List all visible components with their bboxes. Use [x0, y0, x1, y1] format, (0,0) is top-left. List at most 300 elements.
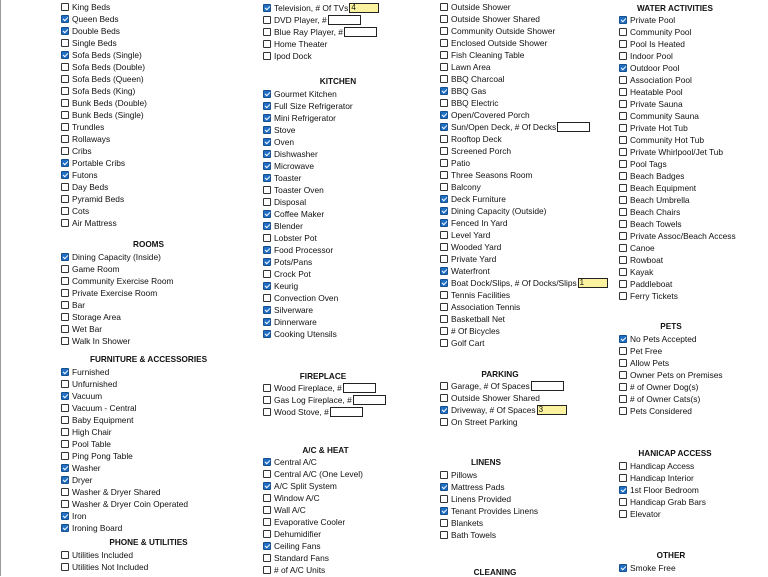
option-label: Pool Tags — [630, 159, 667, 169]
checkbox[interactable] — [61, 392, 69, 400]
checkbox[interactable] — [440, 243, 448, 251]
checkbox[interactable] — [61, 301, 69, 309]
furniture-option-1 — [61, 378, 117, 390]
checkbox[interactable] — [619, 244, 627, 252]
checkbox[interactable] — [440, 382, 448, 390]
checkbox[interactable] — [619, 474, 627, 482]
ac-option-7 — [263, 540, 321, 552]
option-label: Garage, # Of Spaces — [451, 381, 530, 391]
checkbox[interactable] — [619, 292, 627, 300]
checkbox[interactable] — [61, 123, 69, 131]
checkbox[interactable] — [263, 518, 271, 526]
checkbox[interactable] — [619, 268, 627, 276]
checkbox[interactable] — [61, 195, 69, 203]
checkbox[interactable] — [263, 408, 271, 416]
checkbox[interactable] — [440, 483, 448, 491]
option-label: Food Processor — [274, 245, 334, 255]
ac-option-3 — [263, 492, 320, 504]
checkbox[interactable] — [619, 64, 627, 72]
room-option-0 — [61, 251, 161, 263]
checkbox[interactable] — [61, 27, 69, 35]
checkbox[interactable] — [440, 195, 448, 203]
bed-option-16 — [61, 193, 124, 205]
option-label: Beach Badges — [630, 171, 685, 181]
option-label: Toaster — [274, 173, 302, 183]
count-input[interactable] — [344, 27, 377, 37]
checkbox[interactable] — [263, 396, 271, 404]
handicap-option-0 — [619, 460, 694, 472]
checkbox[interactable] — [61, 551, 69, 559]
section-title-other: OTHER — [656, 551, 686, 560]
checkbox[interactable] — [61, 500, 69, 508]
option-label: Oven — [274, 137, 295, 147]
checkbox[interactable] — [263, 40, 271, 48]
checkbox[interactable] — [263, 234, 271, 242]
checkbox[interactable] — [263, 566, 271, 574]
checkbox[interactable] — [619, 148, 627, 156]
option-label: Indoor Pool — [630, 51, 673, 61]
option-label: Cooking Utensils — [274, 329, 337, 339]
furniture-option-6 — [61, 438, 111, 450]
checkbox[interactable] — [61, 524, 69, 532]
section-title-pets: PETS — [660, 322, 682, 331]
checkbox[interactable] — [440, 531, 448, 539]
count-input[interactable] — [330, 407, 363, 417]
checkbox[interactable] — [440, 135, 448, 143]
checkbox[interactable] — [440, 291, 448, 299]
option-label: Dining Capacity (Outside) — [451, 206, 547, 216]
checkbox[interactable] — [440, 183, 448, 191]
water-option-10 — [619, 134, 704, 146]
utility-option-0 — [61, 549, 133, 561]
option-label: Ferry Tickets — [630, 291, 678, 301]
checkbox[interactable] — [619, 335, 627, 343]
checkbox[interactable] — [619, 76, 627, 84]
option-label: A/C Split System — [274, 481, 337, 491]
checkbox[interactable] — [440, 418, 448, 426]
checkbox[interactable] — [440, 51, 448, 59]
checkbox[interactable] — [263, 542, 271, 550]
checkbox[interactable] — [263, 210, 271, 218]
checkbox[interactable] — [263, 554, 271, 562]
checkbox[interactable] — [61, 147, 69, 155]
bed-option-3 — [61, 37, 117, 49]
checkbox[interactable] — [263, 246, 271, 254]
option-label: King Beds — [72, 2, 111, 12]
checkbox[interactable] — [263, 294, 271, 302]
count-input[interactable] — [328, 15, 361, 25]
furniture-option-5 — [61, 426, 112, 438]
furniture-option-4 — [61, 414, 133, 426]
option-label: Rollaways — [72, 134, 111, 144]
bed-option-5 — [61, 61, 145, 73]
checkbox[interactable] — [440, 495, 448, 503]
checkbox[interactable] — [440, 3, 448, 11]
outdoor-option-16 — [440, 193, 506, 205]
checkbox[interactable] — [263, 530, 271, 538]
option-label: Baby Equipment — [72, 415, 134, 425]
checkbox[interactable] — [263, 4, 271, 12]
checkbox[interactable] — [263, 162, 271, 170]
checkbox[interactable] — [619, 184, 627, 192]
checkbox[interactable] — [440, 15, 448, 23]
checkbox[interactable] — [619, 232, 627, 240]
checkbox[interactable] — [619, 359, 627, 367]
checkbox[interactable] — [263, 384, 271, 392]
option-label: BBQ Electric — [451, 98, 499, 108]
furniture-option-9 — [61, 474, 92, 486]
checkbox[interactable] — [61, 277, 69, 285]
kitchen-option-6 — [263, 160, 314, 172]
checkbox[interactable] — [61, 39, 69, 47]
checkbox[interactable] — [61, 325, 69, 333]
checkbox[interactable] — [263, 126, 271, 134]
kitchen-option-4 — [263, 136, 294, 148]
kitchen-option-2 — [263, 112, 336, 124]
option-label: Sun/Open Deck, # Of Decks — [451, 122, 557, 132]
fireplace-option-2 — [263, 406, 363, 418]
count-input[interactable]: 1 — [578, 278, 608, 288]
option-label: Beach Towels — [630, 219, 682, 229]
option-label: Queen Beds — [72, 14, 119, 24]
option-label: Evaporative Cooler — [274, 517, 346, 527]
ac-option-8 — [263, 552, 329, 564]
checkbox[interactable] — [61, 380, 69, 388]
count-input[interactable] — [557, 122, 590, 132]
checkbox[interactable] — [61, 404, 69, 412]
checkbox[interactable] — [440, 147, 448, 155]
option-label: Outside Shower Shared — [451, 393, 540, 403]
checkbox[interactable] — [440, 406, 448, 414]
checkbox[interactable] — [263, 28, 271, 36]
checkbox[interactable] — [619, 280, 627, 288]
pets-option-5 — [619, 393, 700, 405]
option-label: Patio — [451, 158, 471, 168]
checkbox[interactable] — [440, 339, 448, 347]
option-label: Portable Cribs — [72, 158, 126, 168]
bed-option-11 — [61, 133, 110, 145]
water-option-18 — [619, 230, 736, 242]
ac-option-5 — [263, 516, 345, 528]
outdoor-option-6 — [440, 73, 505, 85]
room-option-2 — [61, 275, 173, 287]
checkbox[interactable] — [61, 3, 69, 11]
option-label: Ironing Board — [72, 523, 123, 533]
checkbox[interactable] — [263, 52, 271, 60]
bed-option-10 — [61, 121, 104, 133]
checkbox[interactable] — [619, 136, 627, 144]
option-label: Association Tennis — [451, 302, 521, 312]
kitchen-option-10 — [263, 208, 324, 220]
count-input[interactable] — [343, 383, 376, 393]
option-label: Bath Towels — [451, 530, 497, 540]
water-option-9 — [619, 122, 688, 134]
option-label: Owner Pets on Premises — [630, 370, 723, 380]
outdoor-option-7 — [440, 85, 486, 97]
furniture-option-3 — [61, 402, 137, 414]
checkbox[interactable] — [263, 102, 271, 110]
checkbox[interactable] — [61, 171, 69, 179]
checkbox[interactable] — [61, 15, 69, 23]
checkbox[interactable] — [61, 337, 69, 345]
checkbox[interactable] — [61, 313, 69, 321]
count-input[interactable]: 3 — [537, 405, 567, 415]
water-option-19 — [619, 242, 655, 254]
checkbox[interactable] — [619, 498, 627, 506]
checkbox[interactable] — [61, 476, 69, 484]
checkbox[interactable] — [440, 171, 448, 179]
water-option-0 — [619, 14, 675, 26]
option-label: Boat Dock/Slips, # Of Docks/Slips — [451, 278, 577, 288]
kitchen-option-19 — [263, 316, 317, 328]
checkbox[interactable] — [440, 123, 448, 131]
option-label: DVD Player, # — [274, 15, 327, 25]
checkbox[interactable] — [619, 100, 627, 108]
option-label: No Pets Accepted — [630, 334, 697, 344]
checkbox[interactable] — [61, 219, 69, 227]
checkbox[interactable] — [440, 63, 448, 71]
checkbox[interactable] — [263, 114, 271, 122]
checkbox[interactable] — [619, 564, 627, 572]
option-label: Open/Covered Porch — [451, 110, 530, 120]
checkbox[interactable] — [61, 135, 69, 143]
checkbox[interactable] — [263, 16, 271, 24]
checkbox[interactable] — [263, 270, 271, 278]
bed-option-15 — [61, 181, 108, 193]
checkbox[interactable] — [61, 488, 69, 496]
checkbox[interactable] — [440, 327, 448, 335]
checkbox[interactable] — [61, 368, 69, 376]
ac-option-6 — [263, 528, 321, 540]
checkbox[interactable] — [61, 512, 69, 520]
outdoor-option-20 — [440, 241, 501, 253]
checkbox[interactable] — [619, 28, 627, 36]
option-label: Gas Log Fireplace, # — [274, 395, 352, 405]
checkbox[interactable] — [440, 231, 448, 239]
count-input[interactable] — [353, 395, 386, 405]
checkbox[interactable] — [619, 383, 627, 391]
checkbox[interactable] — [619, 52, 627, 60]
linens-option-0 — [440, 469, 477, 481]
checkbox[interactable] — [263, 282, 271, 290]
section-title-kitchen: KITCHEN — [319, 77, 357, 86]
checkbox[interactable] — [440, 39, 448, 47]
checkbox[interactable] — [440, 255, 448, 263]
option-label: Association Pool — [630, 75, 692, 85]
checkbox[interactable] — [619, 486, 627, 494]
option-label: Wall A/C — [274, 505, 306, 515]
checkbox[interactable] — [61, 75, 69, 83]
option-label: Allow Pets — [630, 358, 670, 368]
checkbox[interactable] — [61, 99, 69, 107]
linens-option-5 — [440, 529, 496, 541]
checkbox[interactable] — [263, 150, 271, 158]
option-label: Pool Table — [72, 439, 111, 449]
furniture-option-11 — [61, 498, 188, 510]
option-label: Sofa Beds (Single) — [72, 50, 142, 60]
checkbox[interactable] — [61, 63, 69, 71]
checkbox[interactable] — [619, 371, 627, 379]
media-option-3 — [263, 38, 327, 50]
water-option-8 — [619, 110, 699, 122]
ac-option-1 — [263, 468, 363, 480]
ac-option-2 — [263, 480, 337, 492]
checkbox[interactable] — [440, 219, 448, 227]
checkbox[interactable] — [619, 172, 627, 180]
checkbox[interactable] — [263, 258, 271, 266]
checkbox[interactable] — [440, 279, 448, 287]
kitchen-option-14 — [263, 256, 312, 268]
kitchen-option-20 — [263, 328, 337, 340]
checkbox[interactable] — [61, 428, 69, 436]
checkbox[interactable] — [619, 256, 627, 264]
option-label: Beach Equipment — [630, 183, 697, 193]
checkbox[interactable] — [619, 395, 627, 403]
checkbox[interactable] — [440, 207, 448, 215]
checkbox[interactable] — [619, 208, 627, 216]
option-label: Washer & Dryer Shared — [72, 487, 161, 497]
checkbox[interactable] — [263, 506, 271, 514]
option-label: Crock Pot — [274, 269, 311, 279]
checkbox[interactable] — [263, 494, 271, 502]
option-label: Central A/C — [274, 457, 317, 467]
water-option-15 — [619, 194, 690, 206]
checkbox[interactable] — [440, 507, 448, 515]
page-left-edge — [0, 0, 1, 576]
option-label: Three Seasons Room — [451, 170, 533, 180]
option-label: Washer — [72, 463, 101, 473]
section-title-linens: LINENS — [470, 458, 502, 467]
checkbox[interactable] — [61, 265, 69, 273]
option-label: Balcony — [451, 182, 481, 192]
option-label: Gourmet Kitchen — [274, 89, 337, 99]
checkbox[interactable] — [440, 27, 448, 35]
water-option-7 — [619, 98, 683, 110]
checkbox[interactable] — [61, 253, 69, 261]
checkbox[interactable] — [263, 318, 271, 326]
option-label: Unfurnished — [72, 379, 118, 389]
checkbox[interactable] — [619, 220, 627, 228]
checkbox[interactable] — [61, 207, 69, 215]
checkbox[interactable] — [61, 440, 69, 448]
checkbox[interactable] — [619, 347, 627, 355]
checkbox[interactable] — [61, 464, 69, 472]
outdoor-option-4 — [440, 49, 524, 61]
checkbox[interactable] — [619, 124, 627, 132]
checkbox[interactable] — [619, 112, 627, 120]
option-label: Home Theater — [274, 39, 328, 49]
checkbox[interactable] — [263, 306, 271, 314]
linens-option-1 — [440, 481, 505, 493]
option-label: Dryer — [72, 475, 93, 485]
option-label: Private Hot Tub — [630, 123, 688, 133]
checkbox[interactable] — [61, 111, 69, 119]
bed-option-8 — [61, 97, 147, 109]
option-label: Cots — [72, 206, 90, 216]
water-option-11 — [619, 146, 723, 158]
checkbox[interactable] — [440, 159, 448, 167]
furniture-option-0 — [61, 366, 109, 378]
water-option-17 — [619, 218, 682, 230]
checkbox[interactable] — [61, 87, 69, 95]
kitchen-option-18 — [263, 304, 313, 316]
media-option-2 — [263, 26, 377, 38]
checkbox[interactable] — [619, 462, 627, 470]
option-label: Pots/Pans — [274, 257, 313, 267]
checkbox[interactable] — [440, 111, 448, 119]
fireplace-option-1 — [263, 394, 386, 406]
checkbox[interactable] — [263, 174, 271, 182]
checkbox[interactable] — [619, 160, 627, 168]
section-title-handicap: HANICAP ACCESS — [638, 449, 712, 458]
checkbox[interactable] — [619, 196, 627, 204]
checkbox[interactable] — [440, 471, 448, 479]
checkbox[interactable] — [619, 40, 627, 48]
checkbox[interactable] — [440, 303, 448, 311]
count-input[interactable]: 4 — [349, 3, 379, 13]
checkbox[interactable] — [61, 289, 69, 297]
checkbox[interactable] — [440, 75, 448, 83]
checkbox[interactable] — [440, 394, 448, 402]
checkbox[interactable] — [440, 519, 448, 527]
checkbox[interactable] — [61, 51, 69, 59]
checkbox[interactable] — [619, 407, 627, 415]
checkbox[interactable] — [440, 315, 448, 323]
bed-option-12 — [61, 145, 92, 157]
checkbox[interactable] — [61, 183, 69, 191]
section-title-phone-utilities: PHONE & UTILITIES — [109, 538, 188, 547]
count-input[interactable] — [531, 381, 564, 391]
outdoor-option-12 — [440, 145, 511, 157]
option-label: Wood Fireplace, # — [274, 383, 342, 393]
option-label: Lawn Area — [451, 62, 491, 72]
checkbox[interactable] — [263, 198, 271, 206]
checkbox[interactable] — [61, 416, 69, 424]
option-label: Microwave — [274, 161, 315, 171]
checkbox[interactable] — [263, 330, 271, 338]
option-label: Vacuum - Central — [72, 403, 137, 413]
ac-option-9 — [263, 564, 325, 576]
option-label: Paddleboat — [630, 279, 673, 289]
checkbox[interactable] — [263, 458, 271, 466]
option-label: Wood Stove, # — [274, 407, 329, 417]
pets-option-2 — [619, 357, 669, 369]
kitchen-option-9 — [263, 196, 306, 208]
checkbox[interactable] — [440, 87, 448, 95]
checkbox[interactable] — [263, 222, 271, 230]
checkbox[interactable] — [263, 470, 271, 478]
checkbox[interactable] — [263, 138, 271, 146]
option-label: Sofa Beds (King) — [72, 86, 136, 96]
checkbox[interactable] — [61, 452, 69, 460]
linens-option-4 — [440, 517, 483, 529]
checkbox[interactable] — [440, 99, 448, 107]
linens-option-2 — [440, 493, 511, 505]
furniture-option-7 — [61, 450, 133, 462]
checkbox[interactable] — [619, 16, 627, 24]
checkbox[interactable] — [619, 88, 627, 96]
checkbox[interactable] — [263, 90, 271, 98]
checkbox[interactable] — [61, 159, 69, 167]
option-label: Pool Is Heated — [630, 39, 685, 49]
checkbox[interactable] — [263, 186, 271, 194]
option-label: Air Mattress — [72, 218, 117, 228]
checkbox[interactable] — [619, 510, 627, 518]
checkbox[interactable] — [440, 267, 448, 275]
checkbox[interactable] — [61, 563, 69, 571]
option-label: Fenced In Yard — [451, 218, 508, 228]
checkbox[interactable] — [263, 482, 271, 490]
